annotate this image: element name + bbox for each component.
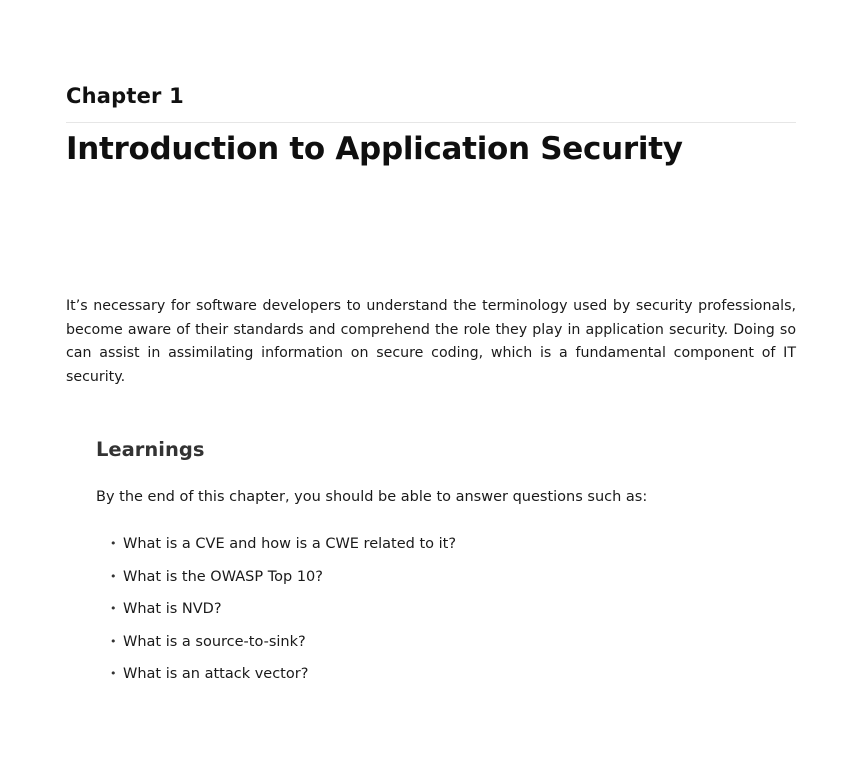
list-item [110, 599, 456, 632]
learnings-heading: Learnings [96, 438, 205, 461]
list-item [110, 534, 456, 567]
chapter-divider [66, 122, 796, 123]
list-item [110, 567, 456, 600]
learnings-lead: By the end of this chapter, you should be able to answer questions such as: [96, 489, 648, 505]
intro-paragraph: It’s necessary for software developers to understand the terminology used by security professionals, become aware of their standards and comprehend the role they play in application security. Doing so can assist in assimilating information on secure coding, which is a fundamental component of IT security. [66, 298, 796, 385]
bullet-icon: • [110, 537, 117, 550]
list-item-text: What is a CVE and how is a CWE related to it? [123, 536, 457, 552]
bullet-icon: • [110, 634, 117, 648]
chapter-title: Introduction to Application Security [66, 131, 683, 167]
list-item [110, 632, 456, 665]
bullet-icon: • [110, 569, 117, 583]
chapter-label: Chapter 1 [66, 84, 184, 108]
list-item-text: What is the OWASP Top 10? [123, 568, 323, 585]
list-item-text: What is an attack vector? [123, 666, 309, 682]
list-item [110, 664, 456, 697]
bullet-icon: • [110, 602, 117, 615]
bullet-icon: • [110, 667, 117, 680]
list-item-text: What is a source-to-sink? [123, 633, 306, 650]
list-item-text: What is NVD? [123, 601, 222, 617]
learnings-list [110, 534, 456, 697]
